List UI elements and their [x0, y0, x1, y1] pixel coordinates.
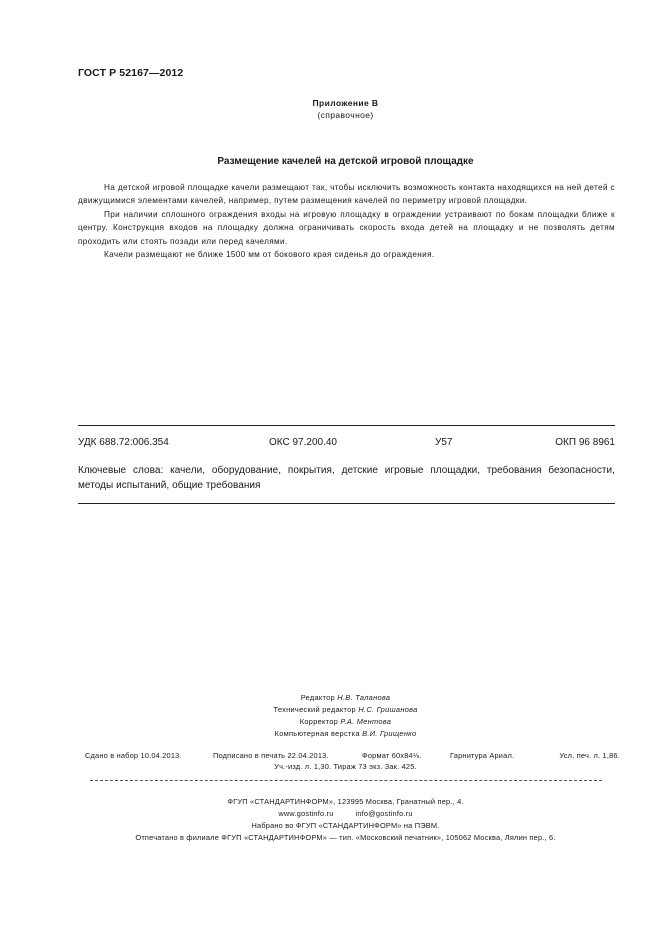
typeset-info: Набрано во ФГУП «СТАНДАРТИНФОРМ» на ПЭВМ. [251, 821, 440, 830]
divider [78, 503, 615, 504]
publication-details: Уч.-изд. л. 1,30. Тираж 73 экз. Зак. 425. [274, 762, 417, 771]
paragraph: Качели размещают не ближе 1500 мм от бокового края сиденья до ограждения. [104, 250, 435, 260]
oks-code: ОКС 97.200.40 [269, 437, 337, 448]
section-body [78, 181, 615, 261]
appendix-title: Приложение В [312, 98, 379, 108]
udk-code: УДК 688.72:006.354 [78, 437, 169, 448]
sent-date: Сдано в набор 10.04.2013. [85, 751, 182, 760]
email-link[interactable]: info@gostinfo.ru [355, 809, 413, 818]
layout-line: Компьютерная верстка В.И. Грищенко [274, 729, 417, 738]
appendix-subtitle: (справочное) [317, 110, 374, 120]
imprint-block [0, 692, 661, 740]
classification-row [78, 437, 615, 451]
divider [78, 425, 615, 426]
publisher-contacts [0, 808, 661, 820]
category-code: У57 [435, 437, 453, 448]
tech-editor-name: Н.С. Гришанова [358, 705, 418, 714]
document-number: ГОСТ Р 52167—2012 [78, 67, 184, 79]
editor-name: Н.В. Таланова [337, 693, 391, 702]
tech-editor-line: Технический редактор Н.С. Гришанова [273, 705, 418, 714]
paragraph: При наличии сплошного ограждения входы на игровую площадку в ограждении устраивают по бокам площадки ближе к центру. Конструкция входов на площадку должна ограничивать скорость входа детей на площадку и не позволять детям проходить или стоять позади или перед качелями. [78, 209, 615, 246]
publisher-address: ФГУП «СТАНДАРТИНФОРМ», 123995 Москва, Гранатный пер., 4. [227, 797, 464, 806]
sheets-info: Усл. печ. л. 1,86. [559, 751, 620, 760]
signed-date: Подписано в печать 22.04.2013. [213, 751, 329, 760]
editor-line: Редактор Н.В. Таланова [300, 693, 391, 702]
paragraph: На детской игровой площадке качели размещают так, чтобы исключить возможность контакта находящихся на ней детей с движущимися элементами качелей, например, путем размещения качелей по периметру игровой площадки. [78, 183, 615, 206]
website-link[interactable]: www.gostinfo.ru [278, 809, 334, 818]
corrector-name: Р.А. Ментова [340, 717, 392, 726]
publisher-footer [0, 796, 661, 844]
format: Формат 60x84⅛. [362, 751, 422, 760]
dashed-divider [90, 780, 602, 781]
layout-name: В.И. Грищенко [362, 729, 417, 738]
printed-info: Отпечатано в филиале ФГУП «СТАНДАРТИНФОРМ» — тип. «Московский печатник», 105062 Москва, Лялин пер., 6. [135, 833, 556, 842]
keywords: Ключевые слова: качели, оборудование, покрытия, детские игровые площадки, требования безопасности, методы испытаний, общие требования [78, 465, 615, 491]
okp-code: ОКП 96 8961 [555, 437, 615, 448]
section-title: Размещение качелей на детской игровой площадке [217, 156, 474, 167]
font-info: Гарнитура Ариал. [450, 751, 515, 760]
corrector-line: Корректор Р.А. Ментова [299, 717, 392, 726]
